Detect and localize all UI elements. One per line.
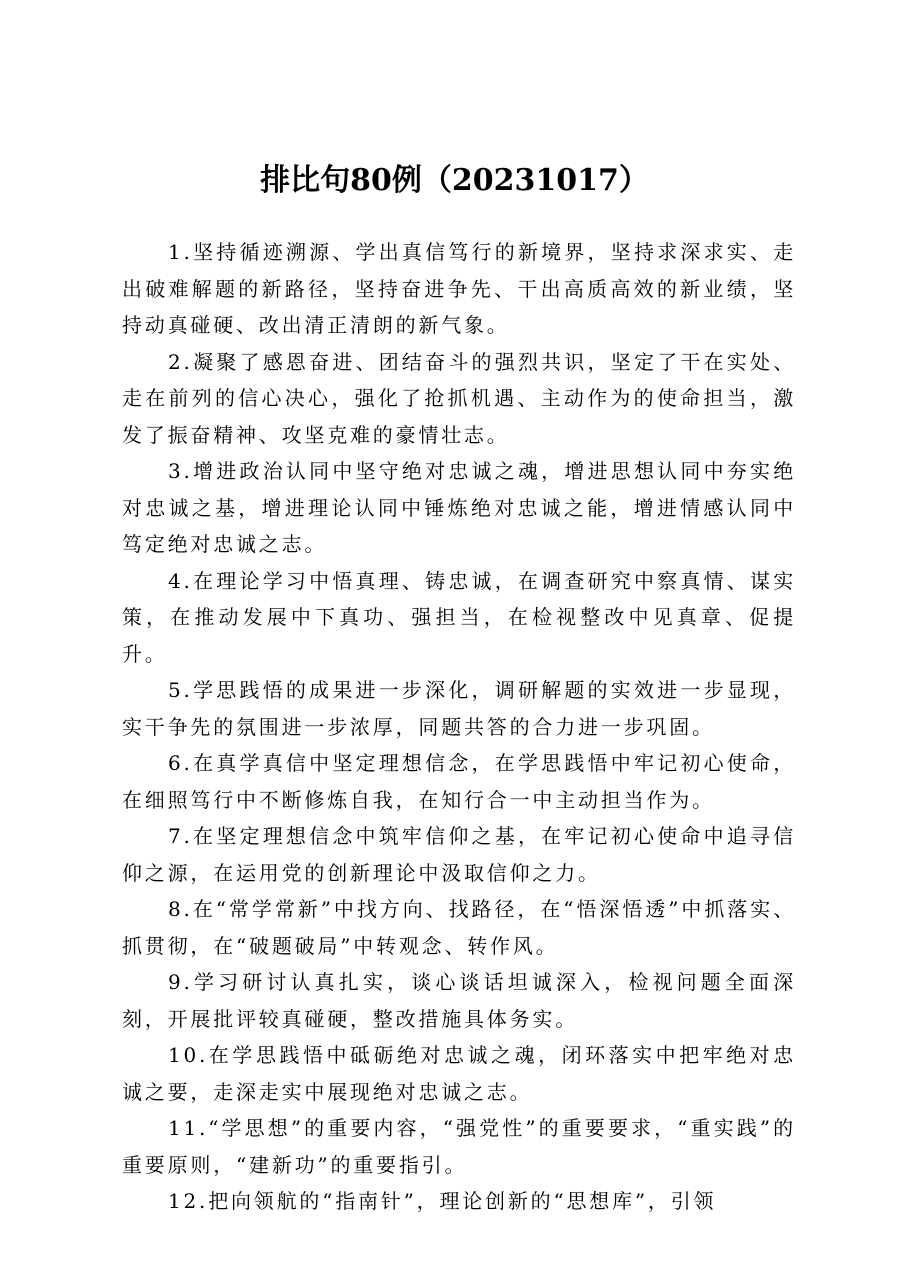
paragraph-8: 8.在“常学常新”中找方向、找路径，在“悟深悟透”中抓落实、抓贯彻，在“破题破局”中转观念、转作风。 [122,897,796,958]
paragraph-10: 10.在学思践悟中砥砺绝对忠诚之魂，闭环落实中把牢绝对忠诚之要，走深走实中展现绝对忠诚之志。 [122,1043,796,1104]
document-title: 排比句80例（20231017） [260,163,649,198]
paragraph-2: 2.凝聚了感恩奋进、团结奋斗的强烈共识，坚定了干在实处、走在前列的信心决心，强化了抢抓机遇、主动作为的使命担当，激发了振奋精神、攻坚克难的豪情壮志。 [122,349,796,447]
document-body [122,234,796,1220]
paragraph-11: 11.“学思想”的重要内容，“强党性”的重要要求，“重实践”的重要原则，“建新功”的重要指引。 [122,1116,796,1177]
paragraph-3: 3.增进政治认同中坚守绝对忠诚之魂，增进思想认同中夯实绝对忠诚之基，增进理论认同中锤炼绝对忠诚之能，增进情感认同中笃定绝对忠诚之志。 [122,459,796,556]
paragraph-12: 12.把向领航的“指南针”，理论创新的“思想库”，引领 [168,1189,717,1213]
paragraph-4: 4.在理论学习中悟真理、铸忠诚，在调查研究中察真情、谋实策，在推动发展中下真功、强担当，在检视整改中见真章、促提升。 [122,568,796,666]
paragraph-6: 6.在真学真信中坚定理想信念，在学思践悟中牢记初心使命，在细照笃行中不断修炼自我，在知行合一中主动担当作为。 [122,751,796,812]
paragraph-5: 5.学思践悟的成果进一步深化，调研解题的实效进一步显现，实干争先的氛围进一步浓厚，同题共答的合力进一步巩固。 [122,678,796,739]
paragraph-9: 9.学习研讨认真扎实，谈心谈话坦诚深入，检视问题全面深刻，开展批评较真碰硬，整改措施具体务实。 [122,970,796,1031]
paragraph-7: 7.在坚定理想信念中筑牢信仰之基，在牢记初心使命中追寻信仰之源，在运用党的创新理论中汲取信仰之力。 [122,824,796,885]
paragraph-1: 1.坚持循迹溯源、学出真信笃行的新境界，坚持求深求实、走出破难解题的新路径，坚持奋进争先、干出高质高效的新业绩，坚持动真碰硬、改出清正清朗的新气象。 [122,240,796,337]
